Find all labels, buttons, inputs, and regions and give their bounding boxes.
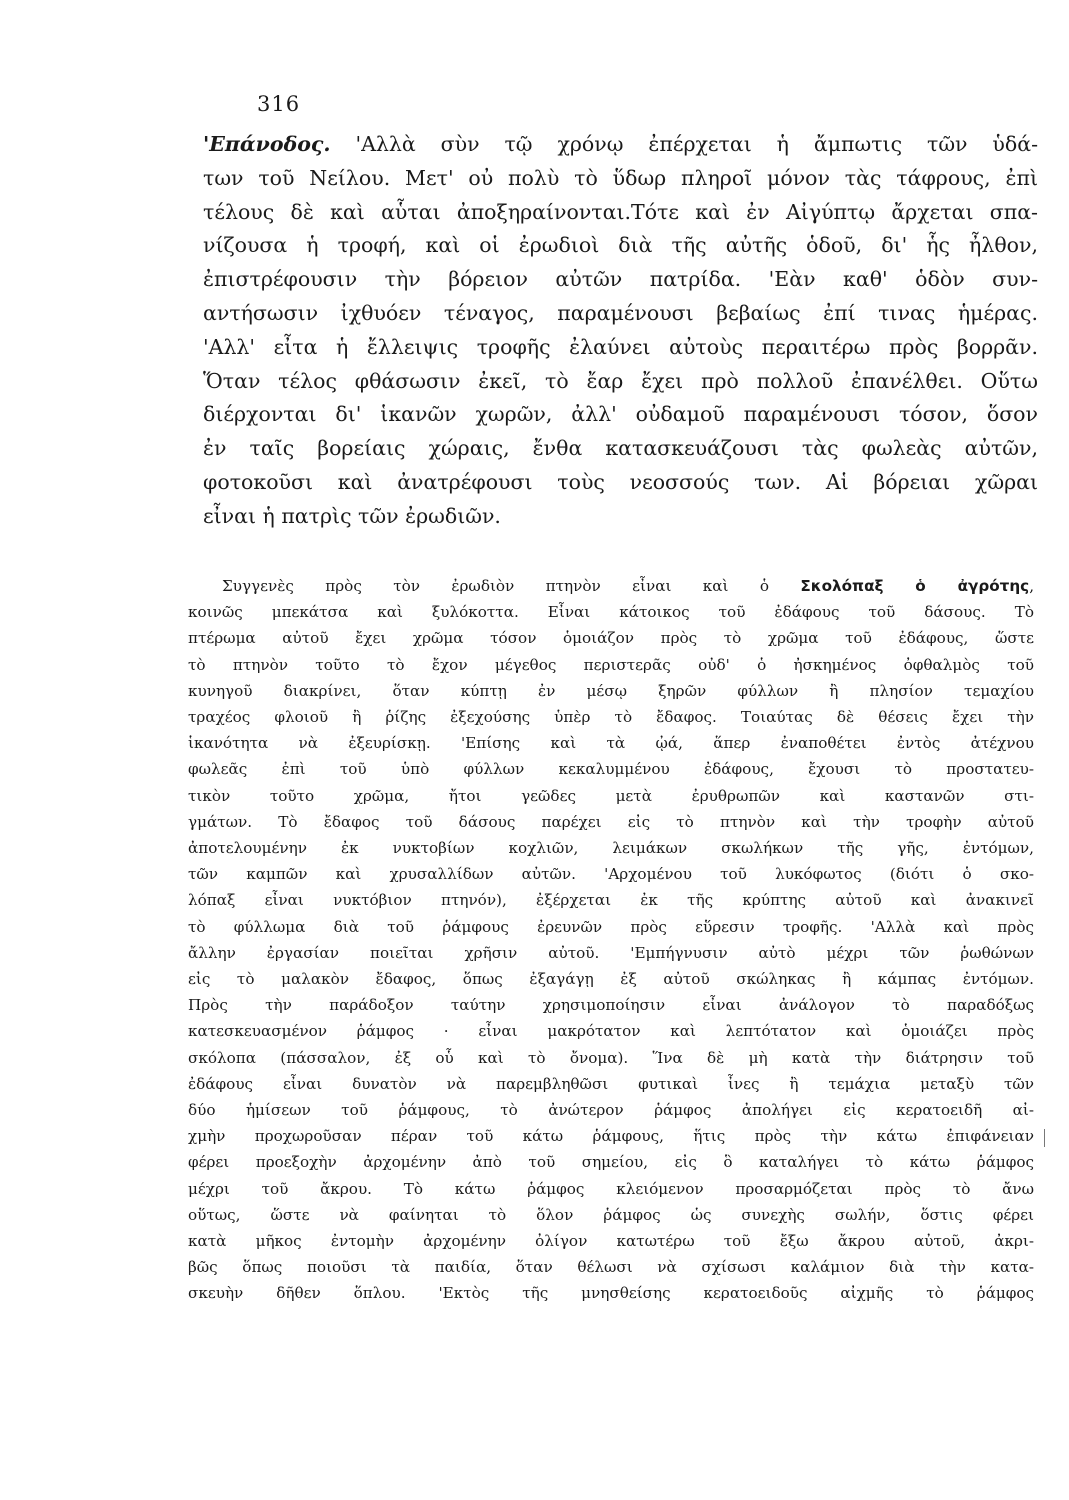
- text-line: σκευὴν δῆθεν ὅπλου. 'Εκτὸς τῆς μνησθείσης κερατοειδοῦς αἰχμῆς τὸ ῥάμφος: [188, 1284, 1034, 1303]
- text-line: ἐν ταῖς βορείαις χώραις, ἔνθα κατασκευάζουσι τὰς φωλεὰς αὐτῶν,: [203, 436, 1038, 461]
- text-line: εἶναι ἡ πατρὶς τῶν ἐρωδιῶν.: [203, 503, 501, 528]
- text-line: φωλεᾶς ἐπὶ τοῦ ὑπὸ φύλλων κεκαλυμμένου ἐδάφους, ἔχουσι τὸ προστατευ-: [188, 760, 1034, 779]
- text-line: δύο ἡμίσεων τοῦ ῥάμφους, τὸ ἀνώτερον ῥάμφος ἀπολήγει εἰς κερατοειδῆ αἰ-: [188, 1101, 1034, 1120]
- text-line: Ὅταν τέλος φθάσωσιν ἐκεῖ, τὸ ἔαρ ἔχει πρὸ πολλοῦ ἐπανέλθει. Οὕτω: [203, 368, 1038, 393]
- paragraph-skolopax: [188, 573, 1034, 1307]
- text-line: των τοῦ Νείλου. Μετ' οὐ πολὺ τὸ ὕδωρ πληροῖ μόνον τὰς τάφρους, ἐπὶ: [203, 165, 1038, 190]
- text-line: ἱκανότητα νὰ ἐξευρίσκῃ. 'Επίσης καὶ τὰ ᾠά, ἅπερ ἐναποθέτει ἐντὸς ἀτέχνου: [188, 734, 1034, 753]
- text-line: διέρχονται δι' ἱκανῶν χωρῶν, ἀλλ' οὐδαμοῦ παραμένουσι τόσον, ὅσον: [203, 402, 1038, 427]
- text-line: 'Αλλ' εἶτα ἡ ἔλλειψις τροφῆς ἐλαύνει αὐτοὺς περαιτέρω πρὸς βορρᾶν.: [203, 334, 1038, 359]
- paragraph-epanodos: [203, 128, 1038, 534]
- text-line: ἀποτελουμένην ἐκ νυκτοβίων κοχλιῶν, λειμάκων σκωλήκων τῆς γῆς, ἐντόμων,: [188, 839, 1034, 858]
- text-line: τῶν καμπῶν καὶ χρυσαλλίδων αὐτῶν. 'Αρχομένου τοῦ λυκόφωτος (διότι ὁ σκο-: [188, 865, 1034, 884]
- text-line: γμάτων. Τὸ ἔδαφος τοῦ δάσους παρέχει εἰς τὸ πτηνὸν καὶ τὴν τροφὴν αὐτοῦ: [188, 812, 1034, 831]
- text-line: οὕτως, ὥστε νὰ φαίνηται τὸ ὅλον ῥάμφος ὡς συνεχὴς σωλήν, ὅστις φέρει: [188, 1205, 1034, 1224]
- text-line: αντήσωσιν ἰχθυόεν τέναγος, παραμένουσι βεβαίως ἐπί τινας ἡμέρας.: [203, 300, 1038, 325]
- text-line: τραχέος φλοιοῦ ἢ ῥίζης ἐξεχούσης ὑπὲρ τὸ ἔδαφος. Τοιαύτας δὲ θέσεις ἔχει τὴν: [188, 708, 1034, 727]
- text-line: φέρει προεξοχὴν ἀρχομένην ἀπὸ τοῦ σημείου, εἰς ὃ καταλήγει τὸ κάτω ῥάμφος: [188, 1153, 1034, 1172]
- text-line: Πρὸς τὴν παράδοξον ταύτην χρησιμοποίησιν εἶναι ἀνάλογον τὸ παραδόξως: [188, 996, 1034, 1015]
- text-line: νίζουσα ἡ τροφή, καὶ οἱ ἐρωδιοὶ διὰ τῆς αὐτῆς ὁδοῦ, δι' ἧς ἦλθον,: [203, 233, 1038, 258]
- text-line: λόπαξ εἶναι νυκτόβιον πτηνόν), ἐξέρχεται ἐκ τῆς κρύπτης αὐτοῦ καὶ ἀνακινεῖ: [188, 891, 1034, 910]
- text-line: ἐδάφους εἶναι δυνατὸν νὰ παρεμβληθῶσι φυτικαὶ ἶνες ἢ τεμάχια μεταξὺ τῶν: [188, 1074, 1034, 1093]
- section-lead: 'Επάνοδος.: [203, 132, 331, 156]
- text-line: τικὸν τοῦτο χρῶμα, ἤτοι γεῶδες μετὰ ἐρυθρωπῶν καὶ καστανῶν στι-: [188, 786, 1034, 805]
- text-line: τὸ πτηνὸν τοῦτο τὸ ἔχον μέγεθος περιστερᾶς οὐδ' ὁ ἠσκημένος ὀφθαλμὸς τοῦ: [188, 655, 1034, 674]
- text-line: κοινῶς μπεκάτσα καὶ ξυλόκοττα. Εἶναι κάτοικος τοῦ ἐδάφους τοῦ δάσους. Τὸ: [188, 603, 1034, 622]
- margin-mark: [1044, 1129, 1045, 1147]
- text-line: μέχρι τοῦ ἄκρου. Τὸ κάτω ῥάμφος κλειόμενον προσαρμόζεται πρὸς τὸ ἄνω: [188, 1179, 1034, 1198]
- species-name: Σκολόπαξ ὁ ἀγρότης: [800, 577, 1030, 595]
- text-line: φοτοκοῦσι καὶ ἀνατρέφουσι τοὺς νεοσσούς των. Αἱ βόρειαι χῶραι: [203, 469, 1038, 494]
- text-line: βῶς ὅπως ποιοῦσι τὰ παιδία, ὅταν θέλωσι νὰ σχίσωσι καλάμιον διὰ τὴν κατα-: [188, 1258, 1034, 1277]
- text-line: τέλους δὲ καὶ αὗται ἀποξηραίνονται.Τότε καὶ ἐν Αἰγύπτῳ ἄρχεται σπα-: [203, 199, 1038, 224]
- text-line: πτέρωμα αὐτοῦ ἔχει χρῶμα τόσον ὁμοιάζον πρὸς τὸ χρῶμα τοῦ ἐδάφους, ὥστε: [188, 629, 1034, 648]
- text-line: τὸ φύλλωμα διὰ τοῦ ῥάμφους ἐρευνῶν πρὸς εὕρεσιν τροφῆς. 'Αλλὰ καὶ πρὸς: [188, 917, 1034, 936]
- text-line: κατεσκευασμένον ῥάμφος · εἶναι μακρότατον καὶ λεπτότατον καὶ ὁμοιάζει πρὸς: [188, 1022, 1034, 1041]
- text-line: Συγγενὲς πρὸς τὸν ἐρωδιὸν πτηνὸν εἶναι καὶ ὁ Σκολόπαξ ὁ ἀγρότης,: [222, 577, 1035, 595]
- text-line: 'Επάνοδος. 'Αλλὰ σὺν τῷ χρόνῳ ἐπέρχεται ἡ ἄμπωτις τῶν ὑδά-: [203, 132, 1038, 156]
- text-line: ἐπιστρέφουσιν τὴν βόρειον αὐτῶν πατρίδα. 'Εὰν καθ' ὁδὸν συν-: [203, 267, 1038, 292]
- text-line: σκόλοπα (πάσσαλον, ἐξ οὗ καὶ τὸ ὄνομα). Ἵνα δὲ μὴ κατὰ τὴν διάτρησιν τοῦ: [188, 1048, 1034, 1067]
- text-line: χμὴν προχωροῦσαν πέραν τοῦ κάτω ῥάμφους, ἥτις πρὸς τὴν κάτω ἐπιφάνειαν: [188, 1127, 1034, 1146]
- text-line: εἰς τὸ μαλακὸν ἔδαφος, ὅπως ἐξαγάγῃ ἐξ αὐτοῦ σκώληκας ἢ κάμπας ἐντόμων.: [188, 970, 1034, 989]
- text-line: ἄλλην ἐργασίαν ποιεῖται χρῆσιν αὐτοῦ. 'Εμπήγνυσιν αὐτὸ μέχρι τῶν ῥωθώνων: [188, 943, 1034, 962]
- page-number: 316: [257, 92, 301, 116]
- text-line: κατὰ μῆκος ἐντομὴν ἀρχομένην ὀλίγον κατωτέρω τοῦ ἔξω ἄκρου αὐτοῦ, ἀκρι-: [188, 1232, 1034, 1251]
- text-line: κυνηγοῦ διακρίνει, ὅταν κύπτῃ ἐν μέσῳ ξηρῶν φύλλων ἢ πλησίον τεμαχίου: [188, 681, 1034, 700]
